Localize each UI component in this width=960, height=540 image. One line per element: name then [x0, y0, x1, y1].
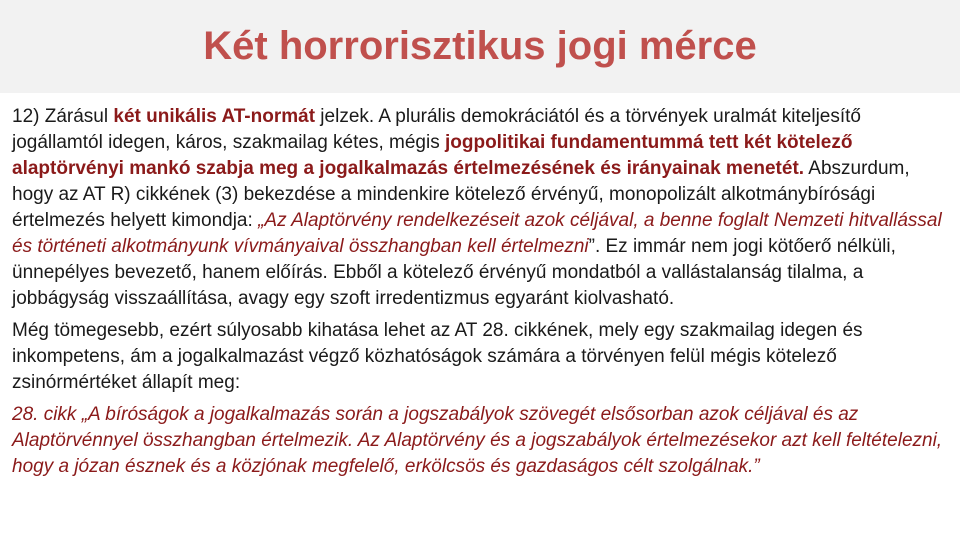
slide-title: Két horrorisztikus jogi mérce: [203, 24, 757, 68]
paragraph-1: [12, 104, 948, 312]
p1-quote: „Az Alaptörvény rendelkezéseit azok céljával, a benne foglalt Nemzeti hitvallással és történeti alkotmányunk vívmányaival összhangban kell értelmezni: [12, 210, 942, 257]
paragraph-2: Még tömegesebb, ezért súlyosabb kihatása lehet az AT 28. cikkének, mely egy szakmailag idegen és inkompetens, ám a jogalkalmazást végző közhatóságok számára a törvényen felül mégis kötelező zsinórmértéket állapít meg:: [12, 320, 863, 393]
slide-body: [12, 104, 948, 480]
p1-intro: 12) Zárásul: [12, 106, 114, 127]
article-28-quote: 28. cikk „A bíróságok a jogalkalmazás során a jogszabályok szövegét elsősorban azok céljával és az Alaptörvénnyel összhangban értelmezik. Az Alaptörvény és a jogszabályok értelmezésekor azt kell feltételezni, hogy a józan észnek és a közjónak megfelelő, erkölcsös és gazdaságos célt szolgálnak.”: [12, 404, 943, 477]
paragraph-3: [12, 402, 948, 480]
p1-bold-statement: jogpolitikai fundamentummá tett két kötelező alaptörvényi mankó szabja meg a jogalkalmazás értelmezésének és irányainak menetét.: [12, 132, 853, 179]
p1-conclusion: ”. Ez immár nem jogi kötőerő nélküli, ünnepélyes bevezető, hanem előírás. Ebből a kötelező érvényű mondatból a vallástalanság tilalma, a jobbágyság visszaállítása, avagy egy szoft irredentizmus egyaránt kiolvasható.: [12, 236, 896, 309]
p1-text: jelzek. A plurális demokráciától és a törvények uralmát kiteljesítő jogállamtól idegen, káros, szakmailag kétes, mégis: [12, 106, 862, 153]
p1-absurdum: Abszurdum, hogy az AT R) cikkének (3) bekezdése a mindenkire kötelező érvényű, monopolizált alkotmánybírósági értelmezés helyett kimondja:: [12, 158, 910, 231]
p1-bold-norms: két unikális AT-normát: [113, 106, 316, 127]
